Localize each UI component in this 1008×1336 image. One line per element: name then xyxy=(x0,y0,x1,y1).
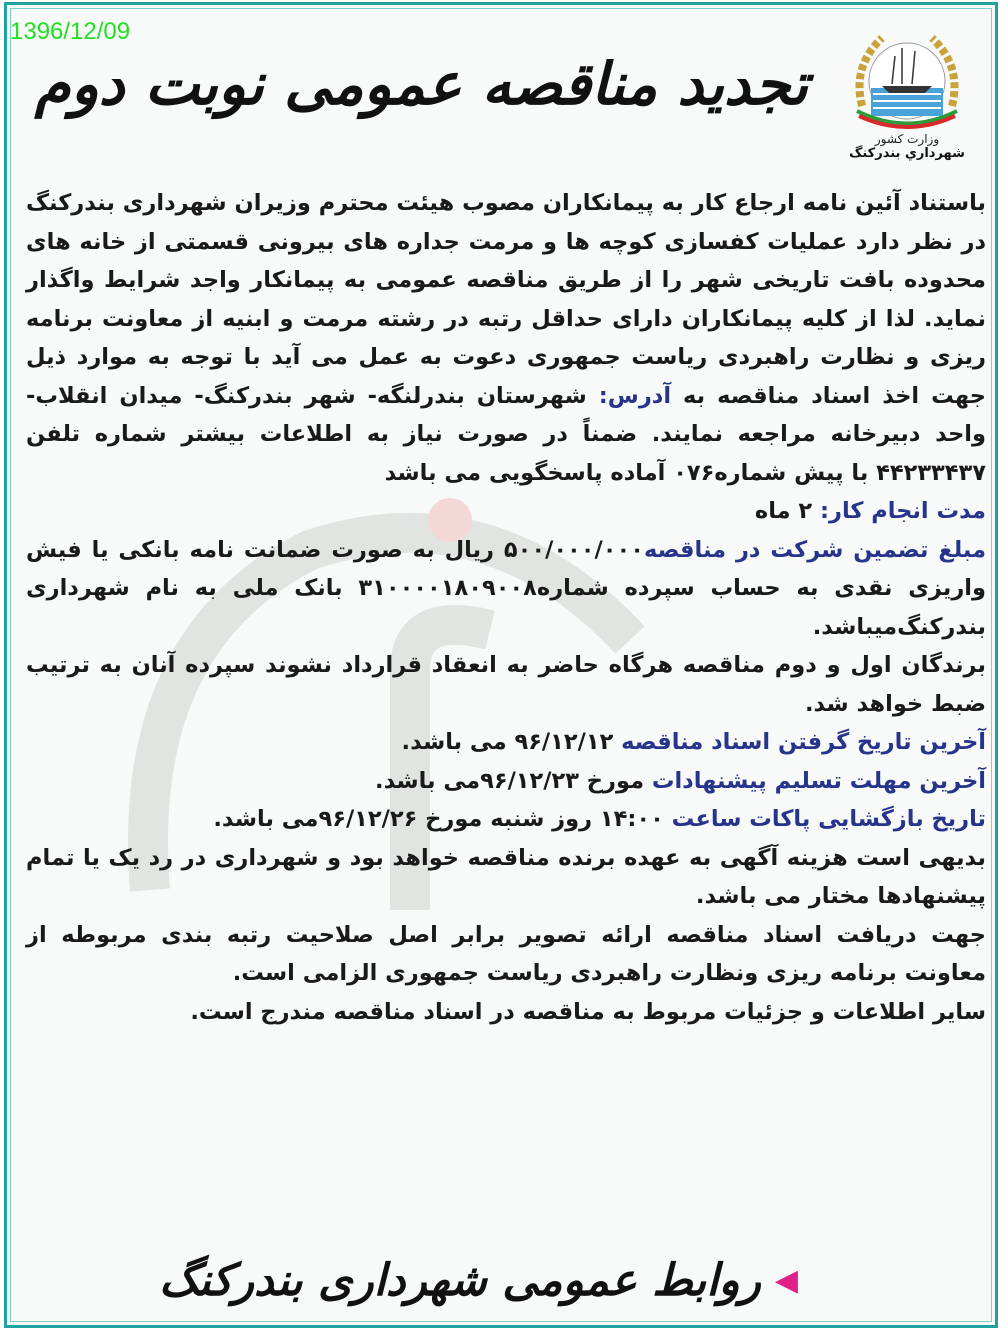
paragraph xyxy=(26,993,986,1032)
municipality-logo xyxy=(832,26,982,176)
paragraph-text: برندگان اول و دوم مناقصه هرگاه حاضر به انعقاد قرارداد نشوند سپرده آنان به ترتیب ضبط خواهد شد. xyxy=(26,652,986,717)
signature xyxy=(159,1255,798,1306)
paragraph-text: ۵۰۰/۰۰۰/۰۰۰ ریال به صورت ضمانت نامه بانکی یا فیش واریزی نقدی به حساب سپرده شماره۳۱۰۰۰۰۱۸۰۹۰۰۸ بانک ملی به نام شهرداری بندرکنگ‌میباشد. xyxy=(26,536,986,640)
highlighted-label: آدرس: xyxy=(586,382,672,409)
paragraph xyxy=(26,646,986,723)
paragraph xyxy=(26,916,986,993)
paragraph xyxy=(26,800,986,839)
municipality-label: شهرداري بندرکنگ xyxy=(849,146,965,161)
highlighted-label: آخرین تاریخ گرفتن اسناد مناقصه xyxy=(613,729,986,755)
paragraph xyxy=(26,839,986,916)
paragraph xyxy=(26,531,986,647)
paragraph-text: باستناد آئین نامه ارجاع کار به پیمانکاران مصوب هیئت محترم وزیران شهرداری بندرکنگ در نظر دارد عملیات کفسازی کوچه ها و مرمت جداره های بیرونی قسمتی از خانه های محدوده بافت تاریخی شهر را از طریق مناقصه عمومی به پیمانکار واجد شرایط واگذار نماید. لذا از کلیه پیمانکاران دارای حداقل رتبه در رشته مرمت و ابنیه از معاونت برنامه ریزی و نظارت راهبردی ریاست جمهوری دعوت به عمل می آید با توجه به موارد ذیل جهت اخذ اسناد مناقصه به xyxy=(26,190,987,409)
highlighted-label: مبلغ تضمین شرکت در مناقصه xyxy=(643,536,986,563)
paragraph xyxy=(26,184,986,492)
paragraph xyxy=(26,723,986,762)
publish-date: 1396/12/09 xyxy=(10,18,131,45)
paragraph-text: مورخ ۹۶/۱۲/۲۳می باشد. xyxy=(375,767,645,794)
paragraph-text: بدیهی است هزینه آگهی به عهده برنده مناقصه خواهد بود و شهرداری در رد یک یا تمام پیشنهادها مختار می باشد. xyxy=(26,844,986,909)
arrow-icon: ◀ xyxy=(774,1263,798,1298)
ministry-label: وزارت کشور xyxy=(874,132,940,146)
paragraph-text: ۲ ماه xyxy=(754,498,813,524)
public-relations-signature: روابط عمومی شهرداری بندرکنگ xyxy=(159,1255,761,1306)
page-title: تجدید مناقصه عمومی نوبت دوم xyxy=(34,50,808,118)
paragraph xyxy=(26,762,986,801)
paragraph-text: ۱۴:۰۰ روز شنبه مورخ ۹۶/۱۲/۲۶می باشد. xyxy=(213,806,664,832)
paragraph-text: شهرستان بندرلنگه- شهر بندرکنگ- میدان انقلاب- واحد دبیرخانه مراجعه نمایند. ضمناً در صورت نیاز به اطلاعات بیشتر شماره تلفن ۴۴۲۳۳۴۳۷ با پیش شماره۰۷۶ آماده پاسخگویی می باشد xyxy=(26,382,986,486)
paragraph-text: جهت دریافت اسناد مناقصه ارائه تصویر برابر اصل صلاحیت رتبه بندی مربوطه از معاونت برنامه ریزی ونظارت راهبردی ریاست جمهوری الزامی است. xyxy=(26,921,986,986)
paragraph-text: ۹۶/۱۲/۱۲ می باشد. xyxy=(401,729,614,755)
announcement-body xyxy=(26,184,986,1031)
highlighted-label: مدت انجام کار: xyxy=(812,498,986,524)
highlighted-label: آخرین مهلت تسلیم پیشنهادات xyxy=(644,767,986,794)
ship-emblem-icon xyxy=(847,26,967,136)
paragraph-text: سایر اطلاعات و جزئیات مربوط به مناقصه در اسناد مناقصه مندرج است. xyxy=(190,998,986,1025)
paragraph xyxy=(26,492,986,531)
highlighted-label: تاریخ بازگشایی پاکات ساعت xyxy=(663,806,986,832)
